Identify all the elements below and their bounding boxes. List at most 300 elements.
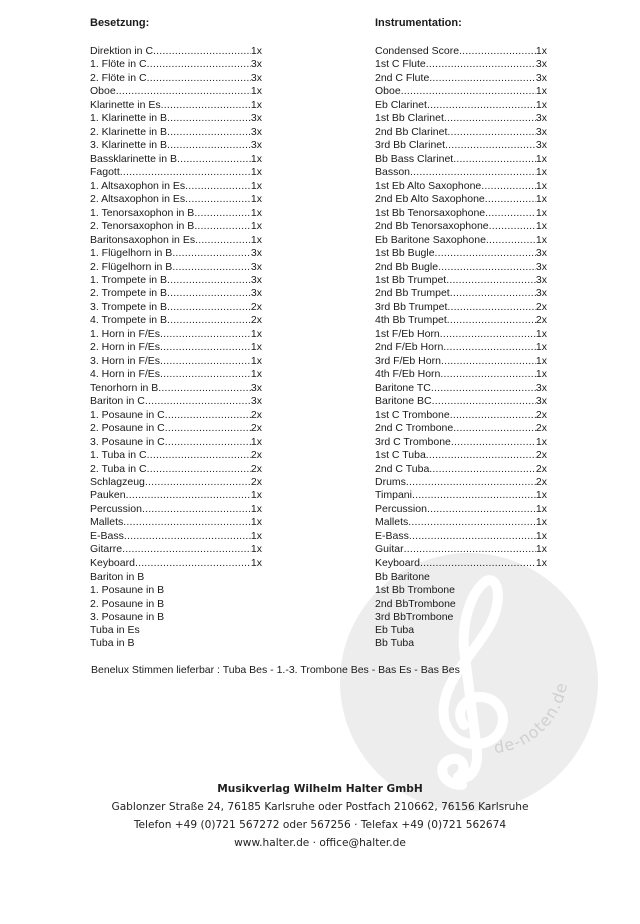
- part-count: 2x: [250, 314, 262, 327]
- part-count: 1x: [250, 98, 262, 111]
- dot-leader: [435, 247, 536, 260]
- part-count: 3x: [535, 287, 547, 300]
- part-count: 2x: [535, 462, 547, 475]
- part-count: 1x: [535, 529, 547, 542]
- dot-leader: [160, 328, 251, 341]
- part-count: 1x: [535, 206, 547, 219]
- part-count: 1x: [535, 368, 547, 381]
- dot-leader: [126, 489, 251, 502]
- part-name: Gitarre: [90, 543, 123, 556]
- part-row: [375, 45, 547, 58]
- dot-leader: [147, 463, 251, 476]
- part-name: 1. Klarinette in B: [90, 112, 168, 125]
- part-row: [90, 476, 262, 489]
- dot-leader: [167, 274, 251, 287]
- part-row: [90, 557, 262, 570]
- part-row: [375, 166, 547, 179]
- part-row: [375, 314, 547, 327]
- part-row: [90, 301, 262, 314]
- part-count: 3x: [250, 247, 262, 260]
- dot-leader: [459, 45, 536, 58]
- part-name: 2. Trompete in B: [90, 287, 168, 300]
- dot-leader: [429, 72, 536, 85]
- part-name: Baritone BC: [375, 395, 432, 408]
- part-row: [90, 207, 262, 220]
- part-count: 2x: [250, 476, 262, 488]
- part-row: [375, 99, 547, 112]
- part-name: 2. Klarinette in B: [90, 125, 168, 138]
- part-name: 2nd Bb Tenorsaxophone: [375, 220, 489, 233]
- extra-part: Bb Tuba: [375, 637, 415, 650]
- part-row: [375, 274, 547, 287]
- part-name: Drums: [375, 476, 406, 488]
- dot-leader: [447, 126, 536, 139]
- part-row: [375, 355, 547, 368]
- part-name: 1. Trompete in B: [90, 273, 168, 286]
- dot-leader: [432, 395, 536, 408]
- besetzung-list: [90, 45, 262, 570]
- part-count: 1x: [250, 354, 262, 367]
- part-row: [375, 58, 547, 71]
- part-count: 3x: [535, 139, 547, 152]
- part-row: [90, 139, 262, 152]
- dot-leader: [408, 516, 536, 529]
- part-row: [90, 503, 262, 516]
- part-name: Eb Clarinet: [375, 98, 427, 111]
- part-row: [375, 503, 547, 516]
- dot-leader: [161, 99, 251, 112]
- part-row: [375, 341, 547, 354]
- benelux-note: Benelux Stimmen lieferbar : Tuba Bes - 1.-3. Trombone Bes - Bas Es - Bas Bes: [91, 664, 460, 676]
- part-name: Eb Baritone Saxophone: [375, 233, 486, 246]
- part-count: 3x: [535, 112, 547, 125]
- extra-part: Eb Tuba: [375, 624, 415, 637]
- part-row: [375, 422, 547, 435]
- dot-leader: [135, 557, 251, 570]
- part-row: [90, 355, 262, 368]
- part-count: 2x: [250, 449, 262, 462]
- part-row: [90, 489, 262, 502]
- part-name: 2nd Bb Trumpet: [375, 287, 450, 300]
- dot-leader: [429, 463, 536, 476]
- part-name: Tenorhorn in B: [90, 381, 159, 394]
- part-row: [375, 139, 547, 152]
- part-row: [90, 261, 262, 274]
- part-row: [375, 489, 547, 502]
- part-count: 2x: [535, 476, 547, 488]
- dot-leader: [142, 503, 251, 516]
- part-name: 3. Trompete in B: [90, 300, 168, 313]
- part-count: 1x: [250, 502, 262, 515]
- part-row: [90, 382, 262, 395]
- part-row: [90, 126, 262, 139]
- part-row: [90, 99, 262, 112]
- dot-leader: [147, 72, 251, 85]
- part-row: [375, 436, 547, 449]
- part-row: [375, 247, 547, 260]
- part-name: 2. Flöte in C: [90, 71, 147, 84]
- dot-leader: [160, 355, 251, 368]
- dot-leader: [427, 99, 536, 112]
- dot-leader: [404, 543, 536, 556]
- part-count: 3x: [535, 125, 547, 138]
- part-name: Bb Bass Clarinet: [375, 152, 454, 165]
- part-name: 2. Tuba in C: [90, 462, 147, 475]
- part-row: [375, 543, 547, 556]
- part-count: 2x: [535, 300, 547, 313]
- dot-leader: [445, 139, 536, 152]
- part-name: 3rd Bb Trumpet: [375, 300, 448, 313]
- dot-leader: [147, 449, 251, 462]
- part-name: 1. Posaune in C: [90, 408, 165, 421]
- part-name: Pauken: [90, 489, 126, 502]
- part-count: 3x: [535, 247, 547, 260]
- part-name: Keyboard: [90, 556, 135, 569]
- dot-leader: [485, 207, 536, 220]
- part-name: 4th Bb Trumpet: [375, 314, 447, 327]
- dot-leader: [426, 58, 536, 71]
- part-name: Oboe: [375, 85, 401, 98]
- part-row: [90, 153, 262, 166]
- dot-leader: [165, 422, 251, 435]
- part-row: [90, 422, 262, 435]
- part-count: 1x: [250, 220, 262, 233]
- dot-leader: [447, 301, 536, 314]
- dot-leader: [120, 166, 251, 179]
- part-name: 1. Tenorsaxophon in B: [90, 206, 195, 219]
- part-count: 1x: [250, 543, 262, 556]
- publisher-address: Gablonzer Straße 24, 76185 Karlsruhe oder Postfach 210662, 76156 Karlsruhe: [111, 801, 529, 813]
- extra-part: Bariton in B: [90, 571, 145, 583]
- part-row: [375, 409, 547, 422]
- instrumentation-extra-list: [375, 571, 555, 651]
- part-count: 1x: [250, 516, 262, 529]
- part-name: 3rd C Trombone: [375, 435, 451, 448]
- watermark-text: de-noten.de: [492, 680, 572, 758]
- part-row: [90, 274, 262, 287]
- part-count: 3x: [535, 71, 547, 84]
- part-name: 1. Horn in F/Es: [90, 327, 161, 340]
- part-name: Klarinette in Es: [90, 98, 161, 111]
- part-count: 3x: [250, 260, 262, 273]
- part-name: 1. Flügelhorn in B: [90, 247, 173, 260]
- part-count: 1x: [535, 516, 547, 529]
- dot-leader: [420, 557, 536, 570]
- dot-leader: [440, 328, 536, 341]
- part-name: Schlagzeug: [90, 476, 145, 488]
- part-count: 1x: [535, 543, 547, 556]
- part-count: 1x: [250, 327, 262, 340]
- part-count: 1x: [535, 435, 547, 448]
- part-name: 3. Posaune in C: [90, 435, 165, 448]
- part-row: [375, 287, 547, 300]
- part-row: [90, 341, 262, 354]
- part-name: 4. Trompete in B: [90, 314, 168, 327]
- part-name: 1st Eb Alto Saxophone: [375, 179, 482, 192]
- part-row: [90, 72, 262, 85]
- dot-leader: [195, 234, 251, 247]
- part-row: [375, 449, 547, 462]
- part-name: Mallets: [90, 516, 124, 529]
- part-name: Percussion: [375, 502, 427, 515]
- extra-part: 3. Posaune in B: [90, 610, 165, 623]
- part-count: 1x: [250, 233, 262, 246]
- part-count: 1x: [535, 179, 547, 192]
- dot-leader: [485, 193, 536, 206]
- publisher-phone: Telefon +49 (0)721 567272 oder 567256 · Telefax +49 (0)721 562674: [133, 819, 507, 831]
- dot-leader: [427, 503, 536, 516]
- part-count: 3x: [535, 381, 547, 394]
- dot-leader: [160, 341, 251, 354]
- dot-leader: [167, 314, 251, 327]
- part-row: [90, 409, 262, 422]
- part-count: 1x: [250, 193, 262, 206]
- part-count: 3x: [250, 287, 262, 300]
- part-name: 1. Tuba in C: [90, 449, 147, 462]
- part-row: [90, 463, 262, 476]
- dot-leader: [453, 153, 536, 166]
- dot-leader: [453, 422, 536, 435]
- part-name: Direktion in C: [90, 45, 154, 57]
- part-name: 2. Tenorsaxophon in B: [90, 220, 195, 233]
- dot-leader: [172, 261, 251, 274]
- part-row: [90, 530, 262, 543]
- part-count: 1x: [535, 98, 547, 111]
- part-row: [375, 153, 547, 166]
- part-row: [375, 193, 547, 206]
- dot-leader: [167, 112, 251, 125]
- dot-leader: [441, 355, 536, 368]
- extra-part: 2nd BbTrombone: [375, 597, 456, 610]
- part-name: 1st C Trombone: [375, 408, 450, 421]
- part-count: 3x: [535, 58, 547, 71]
- dot-leader: [167, 287, 251, 300]
- part-row: [90, 436, 262, 449]
- part-count: 1x: [250, 152, 262, 165]
- dot-leader: [489, 220, 536, 233]
- part-name: 1st C Tuba: [375, 449, 426, 462]
- part-count: 1x: [250, 368, 262, 381]
- part-count: 1x: [535, 233, 547, 246]
- part-count: 3x: [535, 395, 547, 408]
- part-name: 1st Bb Bugle: [375, 247, 435, 260]
- part-count: 3x: [250, 381, 262, 394]
- part-name: Bassklarinette in B: [90, 152, 177, 165]
- part-name: Baritonsaxophon in Es: [90, 233, 196, 246]
- part-name: 2nd Bb Clarinet: [375, 125, 448, 138]
- dot-leader: [158, 382, 251, 395]
- part-name: Oboe: [90, 85, 116, 98]
- part-name: Basson: [375, 166, 411, 179]
- part-name: 2nd C Trombone: [375, 422, 454, 435]
- part-name: 4th F/Eb Horn: [375, 368, 441, 381]
- part-count: 1x: [535, 220, 547, 233]
- part-row: [90, 328, 262, 341]
- dot-leader: [160, 368, 251, 381]
- part-count: 2x: [250, 422, 262, 435]
- dot-leader: [426, 449, 536, 462]
- part-row: [90, 543, 262, 556]
- part-row: [375, 530, 547, 543]
- dot-leader: [177, 153, 251, 166]
- part-row: [375, 395, 547, 408]
- part-name: E-Bass: [90, 529, 124, 542]
- besetzung-heading: Besetzung:: [90, 17, 150, 29]
- part-name: 1. Altsaxophon in Es: [90, 179, 186, 192]
- dot-leader: [401, 85, 536, 98]
- part-count: 1x: [535, 166, 547, 179]
- part-row: [375, 368, 547, 381]
- part-name: 1st C Flute: [375, 58, 426, 71]
- publisher-footer: [0, 780, 640, 852]
- dot-leader: [194, 220, 251, 233]
- part-name: 3rd F/Eb Horn: [375, 354, 441, 367]
- part-count: 1x: [250, 435, 262, 448]
- dot-leader: [446, 274, 536, 287]
- dot-leader: [412, 489, 536, 502]
- part-count: 1x: [250, 489, 262, 502]
- dot-leader: [145, 395, 251, 408]
- part-row: [375, 180, 547, 193]
- publisher-name: Musikverlag Wilhelm Halter GmbH: [217, 783, 423, 795]
- part-row: [375, 463, 547, 476]
- dot-leader: [450, 409, 536, 422]
- part-name: Baritone TC: [375, 381, 431, 394]
- dot-leader: [153, 45, 251, 58]
- part-name: Guitar: [375, 543, 404, 556]
- part-count: 1x: [535, 327, 547, 340]
- part-row: [375, 126, 547, 139]
- part-row: [90, 166, 262, 179]
- dot-leader: [486, 234, 536, 247]
- extra-part: 2. Posaune in B: [90, 597, 165, 610]
- dot-leader: [410, 166, 536, 179]
- part-row: [90, 395, 262, 408]
- part-row: [375, 220, 547, 233]
- dot-leader: [172, 247, 251, 260]
- part-row: [90, 516, 262, 529]
- dot-leader: [451, 436, 536, 449]
- part-count: 1x: [535, 341, 547, 354]
- part-name: 3. Horn in F/Es: [90, 354, 161, 367]
- dot-leader: [440, 368, 536, 381]
- extra-part: 1. Posaune in B: [90, 584, 165, 597]
- part-name: 2nd Eb Alto Saxophone: [375, 193, 485, 206]
- dot-leader: [438, 261, 536, 274]
- part-row: [90, 234, 262, 247]
- part-row: [90, 58, 262, 71]
- part-name: 1st F/Eb Horn: [375, 327, 440, 340]
- part-count: 2x: [535, 422, 547, 435]
- part-row: [375, 234, 547, 247]
- part-name: 2nd C Flute: [375, 71, 430, 84]
- extra-part: 1st Bb Trombone: [375, 584, 455, 597]
- part-row: [375, 476, 547, 489]
- part-count: 2x: [535, 314, 547, 327]
- part-count: 1x: [250, 179, 262, 192]
- part-count: 3x: [250, 273, 262, 286]
- dot-leader: [431, 382, 536, 395]
- part-count: 2x: [250, 462, 262, 475]
- part-count: 2x: [250, 408, 262, 421]
- part-name: E-Bass: [375, 529, 409, 542]
- part-name: 2nd C Tuba: [375, 462, 430, 475]
- part-count: 3x: [250, 139, 262, 152]
- part-row: [90, 180, 262, 193]
- part-name: Timpani: [375, 489, 412, 502]
- part-row: [90, 85, 262, 98]
- dot-leader: [147, 58, 251, 71]
- part-count: 3x: [250, 395, 262, 408]
- part-name: 4. Horn in F/Es: [90, 368, 161, 381]
- dot-leader: [123, 516, 251, 529]
- part-name: 1st Bb Trumpet: [375, 273, 447, 286]
- part-count: 3x: [250, 71, 262, 84]
- part-count: 1x: [535, 193, 547, 206]
- part-name: Mallets: [375, 516, 409, 529]
- part-row: [90, 449, 262, 462]
- part-count: 3x: [250, 58, 262, 71]
- dot-leader: [447, 314, 536, 327]
- dot-leader: [406, 476, 536, 489]
- part-row: [90, 112, 262, 125]
- part-count: 3x: [250, 125, 262, 138]
- dot-leader: [167, 126, 251, 139]
- part-count: 1x: [250, 206, 262, 219]
- dot-leader: [124, 530, 251, 543]
- dot-leader: [481, 180, 536, 193]
- part-row: [90, 45, 262, 58]
- part-name: Condensed Score: [375, 45, 460, 57]
- besetzung-extra-list: [90, 571, 270, 651]
- part-count: 3x: [535, 273, 547, 286]
- dot-leader: [409, 530, 536, 543]
- dot-leader: [450, 287, 536, 300]
- dot-leader: [116, 85, 251, 98]
- dot-leader: [185, 193, 251, 206]
- part-row: [90, 220, 262, 233]
- dot-leader: [145, 476, 251, 489]
- part-name: 3. Klarinette in B: [90, 139, 168, 152]
- part-row: [375, 207, 547, 220]
- part-count: 1x: [250, 556, 262, 569]
- part-count: 2x: [535, 408, 547, 421]
- part-name: 2. Flügelhorn in B: [90, 260, 173, 273]
- part-row: [375, 516, 547, 529]
- extra-part: Tuba in Es: [90, 624, 140, 637]
- part-row: [90, 287, 262, 300]
- part-count: 1x: [535, 152, 547, 165]
- part-count: 1x: [250, 166, 262, 179]
- part-name: 1st Bb Clarinet: [375, 112, 444, 125]
- part-row: [90, 314, 262, 327]
- part-count: 1x: [535, 354, 547, 367]
- dot-leader: [165, 409, 251, 422]
- part-count: 1x: [535, 45, 547, 57]
- part-row: [375, 382, 547, 395]
- part-count: 1x: [535, 502, 547, 515]
- part-row: [90, 368, 262, 381]
- part-count: 1x: [535, 489, 547, 502]
- part-count: 3x: [250, 112, 262, 125]
- part-row: [375, 72, 547, 85]
- part-count: 1x: [535, 556, 547, 569]
- part-count: 2x: [250, 300, 262, 313]
- part-row: [375, 557, 547, 570]
- extra-part: 3rd BbTrombone: [375, 610, 454, 623]
- instrumentation-list: [375, 45, 547, 570]
- publisher-web: www.halter.de · office@halter.de: [234, 837, 406, 849]
